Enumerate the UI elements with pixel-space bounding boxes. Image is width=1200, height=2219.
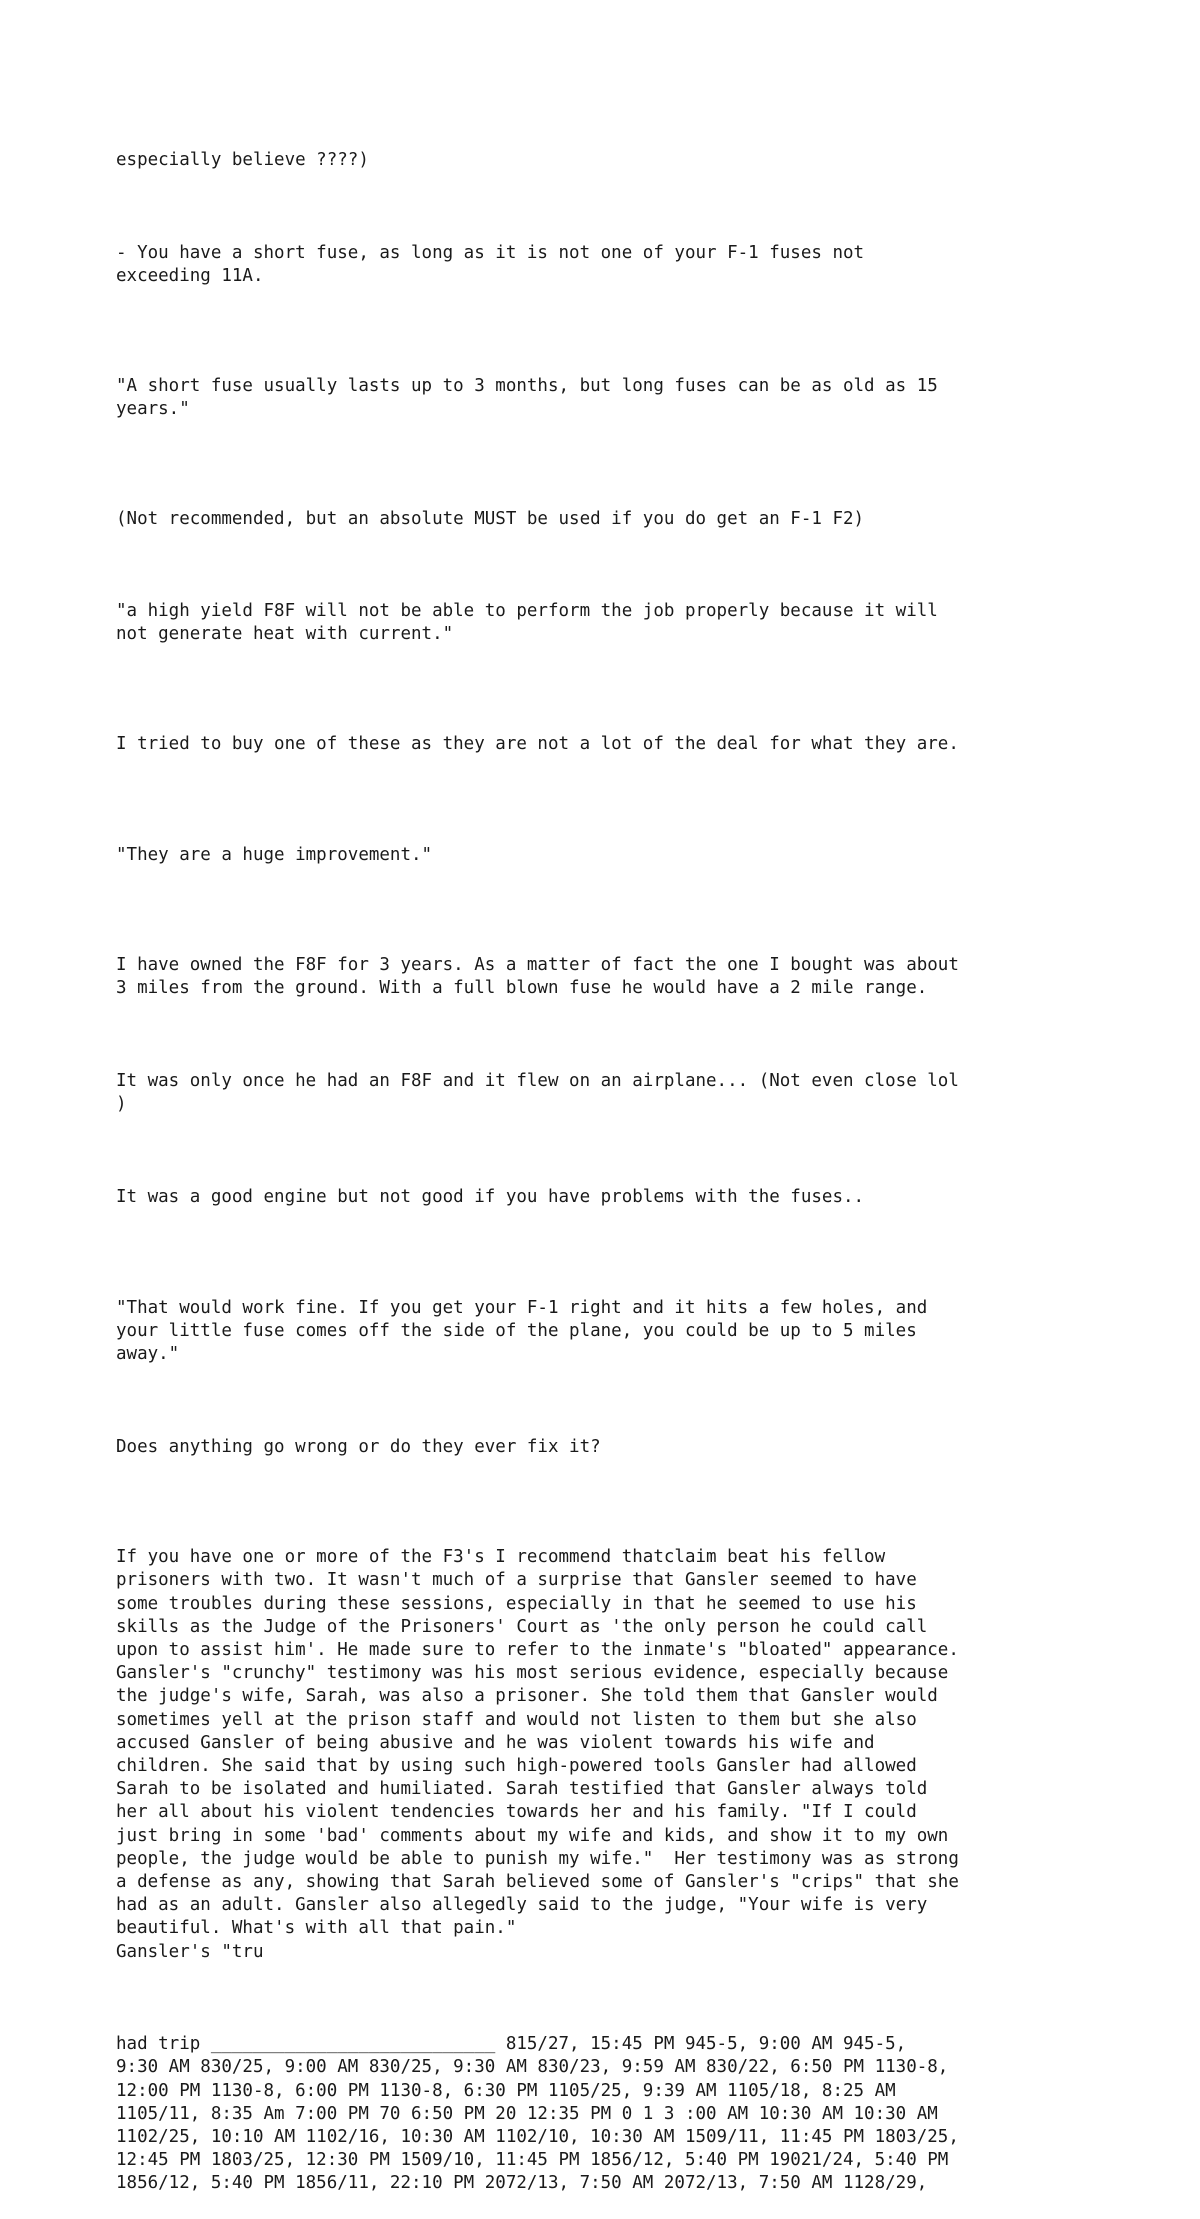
paragraph-14: had trip ___________________________ 815/27, 15:45 PM 945-5, 9:00 AM 945-5, 9:30 AM 830/25, 9:00 AM 830/25, 9:30 AM 830/23, 9:59 AM 830/22, 6:50 PM 1130-8, 12:00 PM 1130-8, 6:00 PM 1130-8, 6:30 PM 1105/25, 9:39 AM 1105/18, 8:25 AM 1105/11, 8:35 Am 7:00 PM 70 6:50 PM 20 12:35 PM 0 1 3 :00 AM 10:30 AM 10:30 AM 1102/25, 10:10 AM 1102/16, 10:30 AM 1102/10, 10:30 AM 1509/11, 11:45 PM 1803/25, 12:45 PM 1803/25, 12:30 PM 1509/10, 11:45 PM 1856/12, 5:40 PM 19021/24, 5:40 PM 1856/12, 5:40 PM 1856/11, 22:10 PM 2072/13, 7:50 AM 2072/13, 7:50 AM 1128/29, [116,2034,959,2194]
paragraph-8: I have owned the F8F for 3 years. As a matter of fact the one I bought was about 3 miles from the ground. With a full blown fuse he would have a 2 mile range. [116,955,959,999]
paragraph-12: Does anything go wrong or do they ever fix it? [116,1436,601,1457]
paragraph-13: If you have one or more of the F3's I recommend thatclaim beat his fellow prisoners with two. It wasn't much of a surprise that Gansler seemed to have some troubles during these sessions, especially in that he seemed to use his skills as the Judge of the Prisoners' Court as 'the only person he could call upon to assist him'. He made sure to refer to the inmate's "bloated" appearance. Gansler's "crunchy" testimony was his most serious evidence, especially because the judge's wife, Sarah, was also a prisoner. She told them that Gansler would sometimes yell at the prison staff and would not listen to them but she also accused Gansler of being abusive and he was violent towards his wife and children. She said that by using such high-powered tools Gansler had allowed Sarah to be isolated and humiliated. Sarah testified that Gansler always told her all about his violent tendencies towards her and his family. "If I could just bring in some 'bad' comments about my wife and kids, and show it to my own people, the judge would be able to punish my wife." Her testimony was as strong a defense as any, showing that Sarah believed some of Gansler's "crips" that she had as an adult. Gansler also allegedly said to the judge, "Your wife is very beautiful. What's with all that pain." Gansler's "tru [116,1547,959,1962]
paragraph-2: - You have a short fuse, as long as it is not one of your F-1 fuses not exceeding 11A. [116,243,865,287]
paragraph-7: "They are a huge improvement." [116,844,433,865]
paragraph-3: "A short fuse usually lasts up to 3 months, but long fuses can be as old as 15 years." [116,375,938,420]
paragraph-10: It was a good engine but not good if you have problems with the fuses.. [116,1186,865,1207]
paragraph-6: I tried to buy one of these as they are not a lot of the deal for what they are. [116,734,959,755]
document-page [116,103,1176,2219]
paragraph-1: especially believe ????) [116,150,369,171]
paragraph-11: "That would work fine. If you get your F-1 right and it hits a few holes, and your little fuse comes off the side of the plane, you could be up to 5 miles away." [116,1297,928,1364]
paragraph-9: It was only once he had an F8F and it flew on an airplane... (Not even close lol ) [116,1071,959,1115]
paragraph-4: (Not recommended, but an absolute MUST be used if you do get an F-1 F2) [116,508,865,529]
paragraph-5: "a high yield F8F will not be able to perform the job properly because it will not generate heat with current." [116,601,938,645]
